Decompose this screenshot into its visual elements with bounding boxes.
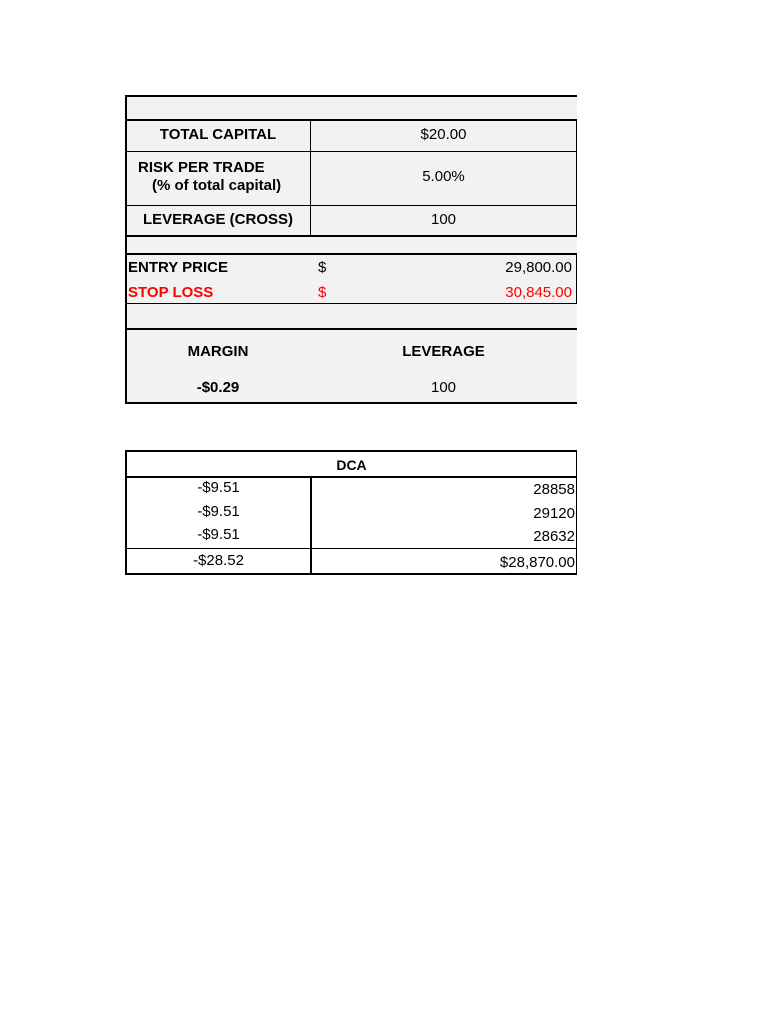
dca-row-1-amount[interactable]: -$9.51 xyxy=(197,479,240,496)
entry-price-value[interactable]: 29,800.00 xyxy=(505,259,572,276)
risk-per-trade-label: RISK PER TRADE xyxy=(138,159,265,176)
settings-bottom-border xyxy=(125,235,577,237)
dca-row-3-price[interactable]: 28632 xyxy=(533,528,575,545)
dca-title: DCA xyxy=(336,457,367,473)
dca-row-3-amount[interactable]: -$9.51 xyxy=(197,526,240,543)
settings-top-border xyxy=(125,119,577,121)
stop-loss-currency: $ xyxy=(318,284,327,301)
result-leverage-label: LEVERAGE xyxy=(402,343,485,360)
risk-per-trade-sublabel: (% of total capital) xyxy=(152,177,282,194)
dca-row-2-price[interactable]: 29120 xyxy=(533,505,575,522)
dca-row-1-price[interactable]: 28858 xyxy=(533,481,575,498)
stop-loss-label: STOP LOSS xyxy=(128,284,214,301)
leverage-cross-value[interactable]: 100 xyxy=(430,211,457,228)
dca-right-border xyxy=(576,450,577,575)
prices-right-border xyxy=(576,253,577,304)
result-leverage-value: 100 xyxy=(430,379,457,396)
prices-bottom-border xyxy=(125,303,577,304)
dca-total-border xyxy=(125,548,577,549)
panel-top-border xyxy=(125,95,577,97)
entry-price-label: ENTRY PRICE xyxy=(128,259,229,276)
settings-right-border xyxy=(576,119,577,237)
settings-row-divider-2 xyxy=(125,205,577,206)
result-top-border xyxy=(125,328,577,330)
dca-total-price: $28,870.00 xyxy=(499,554,575,571)
dca-bottom-border xyxy=(125,573,577,575)
dca-header-border xyxy=(125,476,577,478)
margin-value: -$0.29 xyxy=(196,379,240,396)
dca-top-border xyxy=(125,450,577,452)
total-capital-value[interactable]: $20.00 xyxy=(420,126,467,143)
risk-per-trade-value[interactable]: 5.00% xyxy=(422,168,465,185)
leverage-cross-label: LEVERAGE (CROSS) xyxy=(142,211,293,228)
entry-price-currency: $ xyxy=(318,259,327,276)
dca-row-2-amount[interactable]: -$9.51 xyxy=(197,503,240,520)
total-capital-label: TOTAL CAPITAL xyxy=(159,126,277,143)
stop-loss-value[interactable]: 30,845.00 xyxy=(505,284,572,301)
dca-total-amount: -$28.52 xyxy=(193,552,244,569)
result-bottom-border xyxy=(125,402,577,404)
settings-row-divider-1 xyxy=(125,151,577,152)
margin-label: MARGIN xyxy=(187,343,249,360)
